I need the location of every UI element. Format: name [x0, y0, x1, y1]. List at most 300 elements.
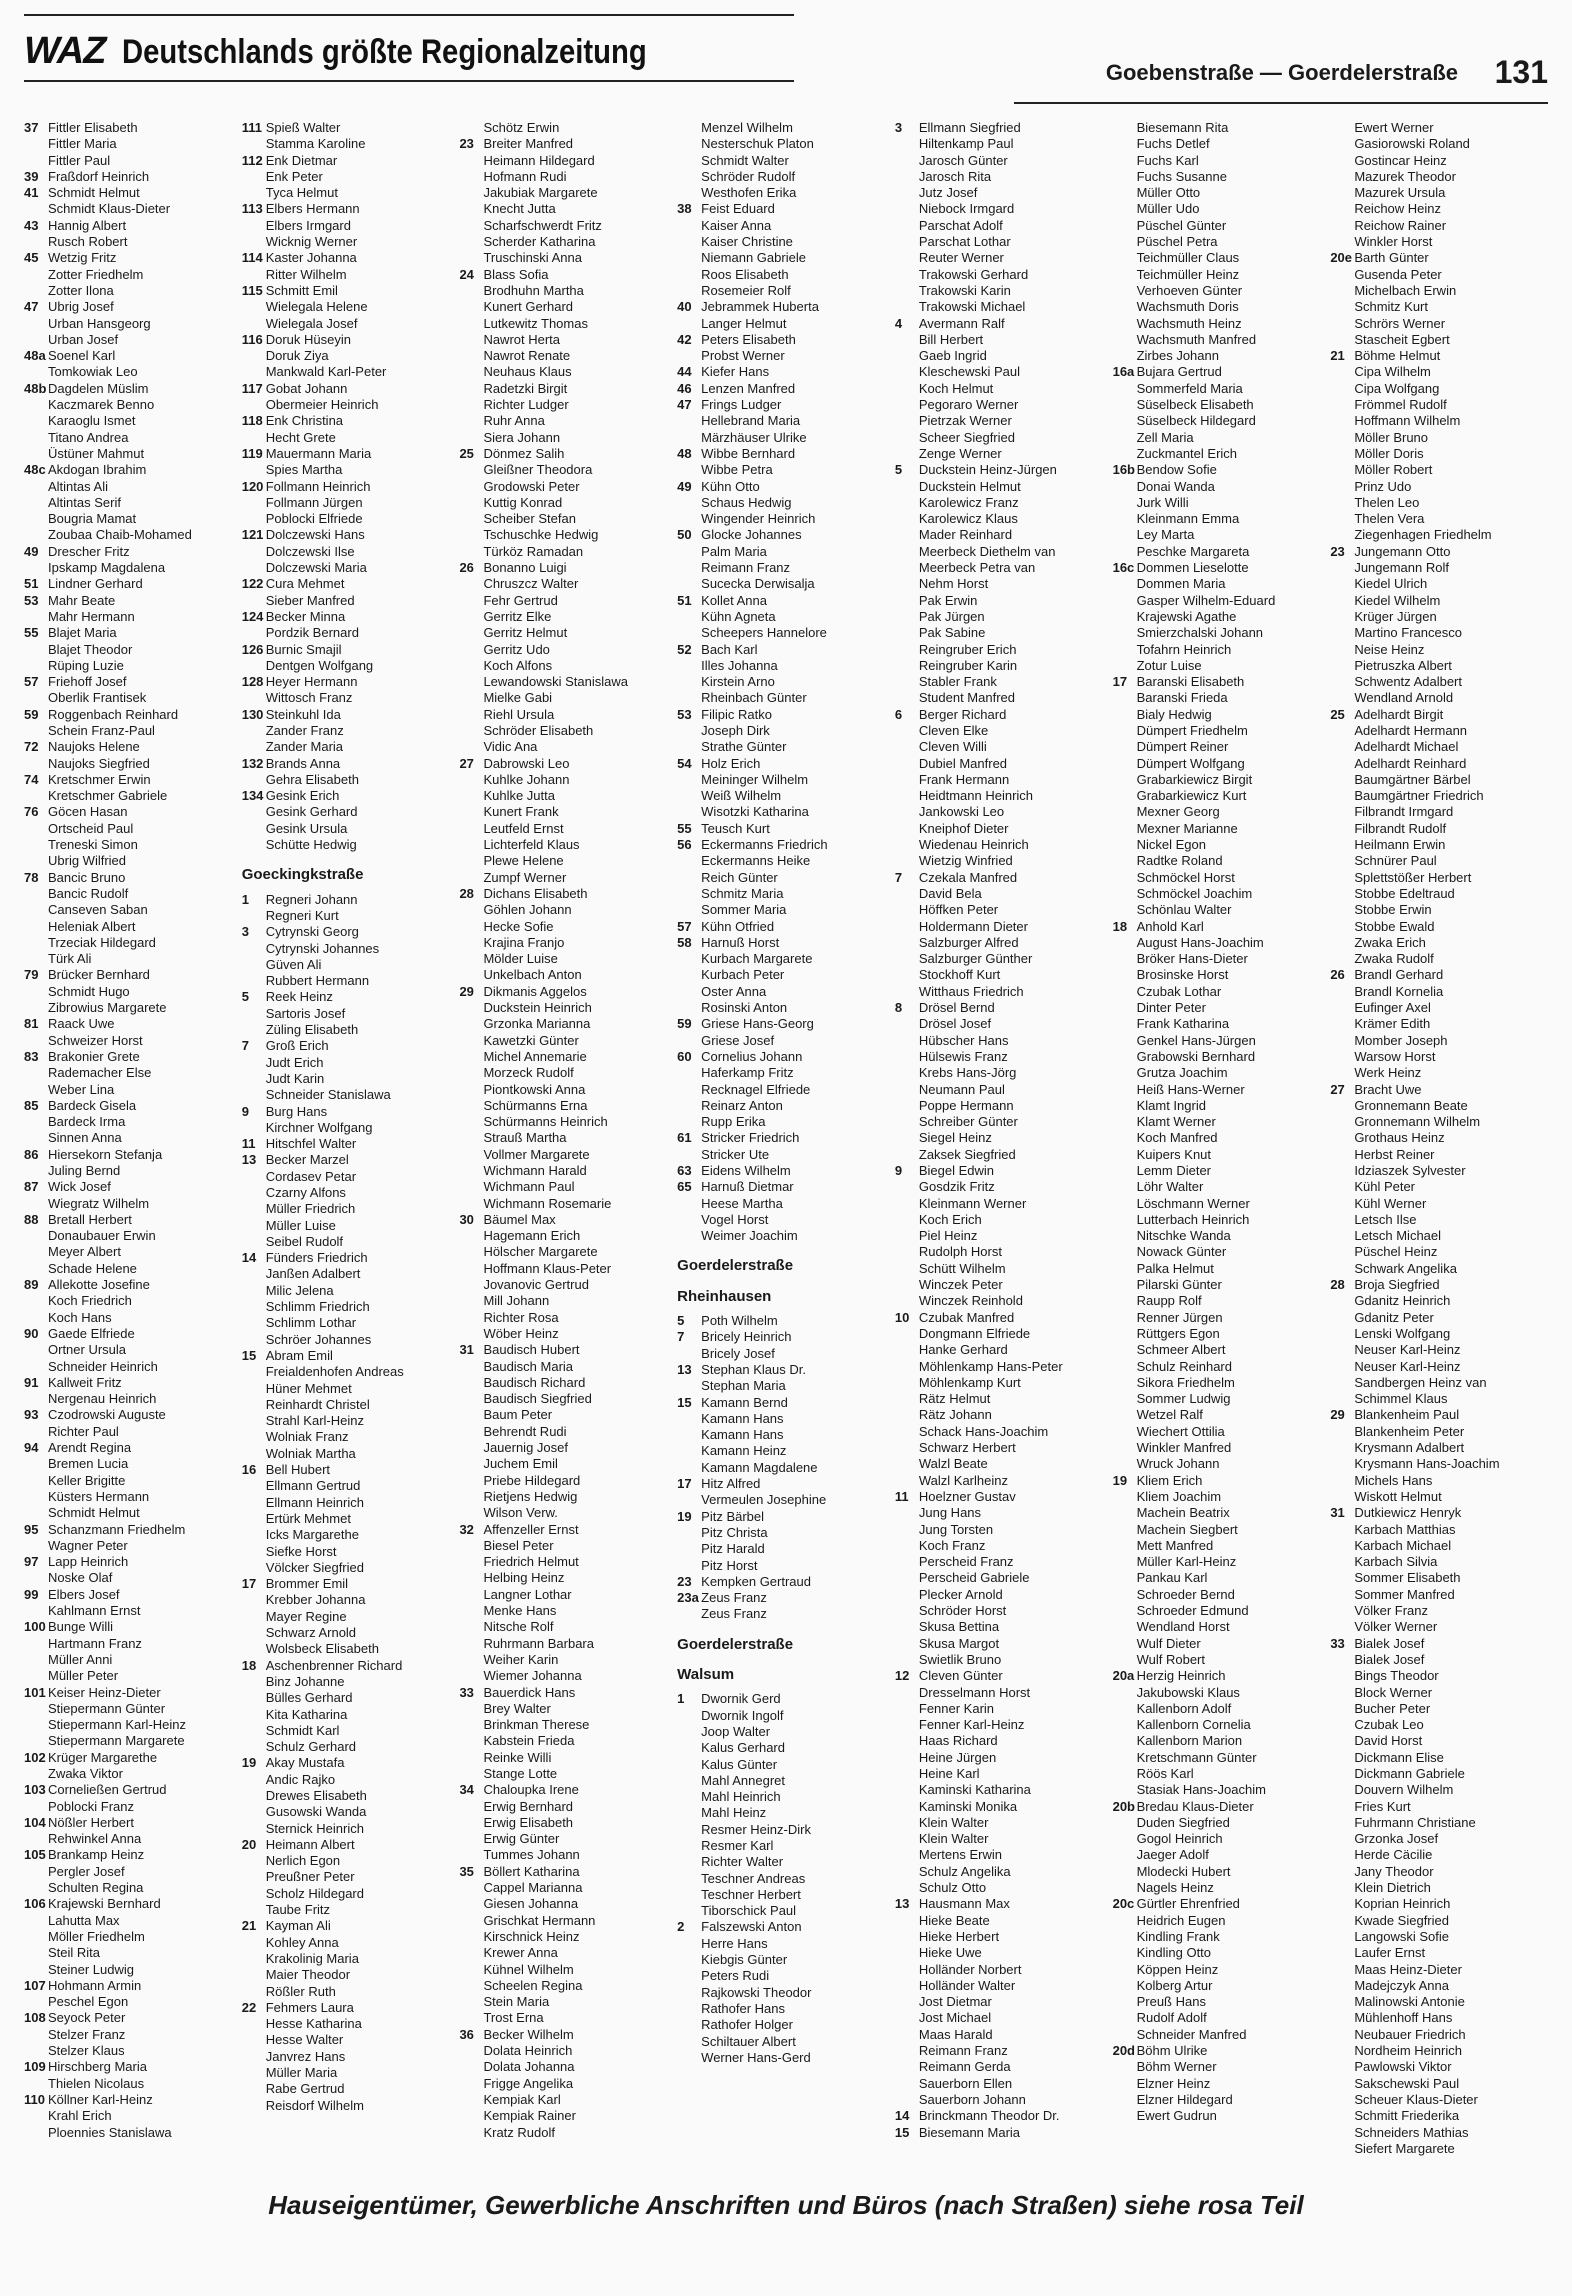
resident-entry: [242, 1853, 454, 1869]
waz-logo: WAZ: [24, 30, 106, 72]
resident-entry: [242, 1218, 454, 1234]
resident-name: Rosinski Anton: [701, 1000, 788, 1016]
resident-name: Biesemann Rita: [1136, 120, 1229, 135]
resident-entry: [677, 1574, 889, 1590]
resident-entry: [1113, 1717, 1325, 1733]
resident-name: Vidic Ana: [483, 739, 538, 755]
resident-name: Baumgärtner Friedrich: [1354, 788, 1484, 804]
resident-name: Rößler Ruth: [265, 1983, 336, 1999]
resident-name: Wick Josef: [48, 1179, 111, 1195]
resident-entry: [459, 299, 671, 315]
house-number: 9: [241, 1103, 249, 1119]
resident-entry: [242, 690, 454, 706]
resident-name: Swietlik Bruno: [918, 1651, 1002, 1667]
resident-entry: [1330, 1033, 1542, 1049]
resident-name: Stricker Ute: [701, 1146, 770, 1162]
resident-entry: [459, 462, 671, 478]
resident-name: Sucecka Derwisalja: [701, 576, 815, 592]
house-number: 20: [241, 1836, 257, 1852]
resident-name: Riehl Ursula: [483, 706, 555, 722]
resident-name: Trakowski Karin: [918, 282, 1011, 298]
resident-entry: [1113, 853, 1325, 869]
resident-name: Köllner Karl-Heinz: [48, 2091, 153, 2107]
resident-name: Gaeb Ingrid: [918, 348, 987, 364]
resident-entry: [677, 153, 889, 169]
house-number: 79: [24, 967, 39, 983]
resident-name: Hecke Sofie: [483, 918, 554, 934]
resident-entry: [1113, 1196, 1325, 1212]
resident-name: Truschinski Anna: [483, 250, 582, 266]
resident-entry: [895, 967, 1107, 983]
resident-entry: [242, 1104, 454, 1120]
resident-entry: [895, 2010, 1107, 2026]
house-number: 29: [459, 983, 474, 999]
resident-entry: [459, 1473, 671, 1489]
resident-name: Rehwinkel Anna: [48, 1831, 142, 1847]
resident-name: Holdermann Dieter: [918, 918, 1028, 934]
resident-entry: [1330, 332, 1542, 348]
resident-entry: [1113, 870, 1325, 886]
resident-name: Langer Helmut: [701, 315, 787, 331]
resident-name: Wendland Horst: [1136, 1619, 1230, 1635]
resident-name: Böllert Katharina: [483, 1863, 580, 1879]
resident-entry: [895, 1847, 1107, 1863]
resident-entry: [677, 723, 889, 739]
resident-entry: [1330, 1538, 1542, 1554]
resident-name: Dichans Elisabeth: [483, 885, 588, 901]
resident-entry: [24, 756, 236, 772]
resident-entry: [242, 1087, 454, 1103]
resident-entry: [242, 1495, 454, 1511]
resident-entry: [24, 576, 236, 592]
resident-name: Kallenborn Marion: [1136, 1733, 1243, 1749]
resident-name: Fuchs Karl: [1136, 152, 1199, 168]
resident-name: Krebs Hans-Jörg: [918, 1065, 1017, 1081]
resident-entry: [895, 169, 1107, 185]
resident-entry: [895, 267, 1107, 283]
resident-name: Aschenbrenner Richard: [265, 1657, 403, 1673]
resident-name: Mazurek Theodor: [1354, 168, 1456, 184]
house-number: 16a: [1112, 364, 1135, 380]
resident-entry: [1113, 1538, 1325, 1554]
resident-name: Dommen Lieselotte: [1136, 560, 1249, 576]
resident-entry: [1330, 1293, 1542, 1309]
resident-entry: [1330, 495, 1542, 511]
resident-entry: [242, 1429, 454, 1445]
resident-entry: [677, 772, 889, 788]
resident-name: Kalus Gerhard: [701, 1740, 785, 1756]
resident-name: Eidens Wilhelm: [701, 1163, 791, 1178]
resident-name: Raupp Rolf: [1136, 1293, 1202, 1309]
resident-entry: [677, 674, 889, 690]
resident-entry: [677, 1000, 889, 1016]
resident-name: Scheuer Klaus-Dieter: [1354, 2091, 1478, 2107]
house-number: 87: [24, 1179, 39, 1195]
resident-name: Holländer Walter: [918, 1977, 1016, 1993]
resident-name: Hagemann Erich: [483, 1228, 581, 1244]
resident-entry: [895, 1929, 1107, 1945]
resident-name: Richter Walter: [701, 1854, 784, 1870]
resident-entry: [1330, 1098, 1542, 1114]
resident-entry: [1330, 984, 1542, 1000]
resident-entry: [24, 1130, 236, 1146]
resident-name: Rupp Erika: [701, 1114, 766, 1130]
resident-entry: [459, 2125, 671, 2141]
resident-name: Nesterschuk Platon: [701, 136, 814, 152]
resident-name: Schmitt Friederika: [1354, 2108, 1460, 2124]
resident-entry: [24, 446, 236, 462]
resident-entry: [24, 1375, 236, 1391]
resident-entry: [677, 1460, 889, 1476]
resident-entry: [459, 430, 671, 446]
house-number: 88: [24, 1211, 39, 1227]
resident-name: Blankenheim Paul: [1354, 1407, 1460, 1423]
resident-entry: [1113, 234, 1325, 250]
resident-name: Schmidt Karl: [265, 1722, 340, 1738]
house-number: 27: [459, 755, 474, 771]
resident-entry: [24, 169, 236, 185]
resident-name: Oster Anna: [701, 983, 767, 999]
resident-entry: [1330, 364, 1542, 380]
resident-name: Thielen Nicolaus: [48, 2075, 145, 2091]
resident-entry: [895, 1701, 1107, 1717]
resident-entry: [24, 1668, 236, 1684]
resident-entry: [1113, 723, 1325, 739]
resident-name: Reek Heinz: [265, 989, 333, 1005]
resident-name: Stelzer Franz: [48, 2026, 126, 2042]
house-number: 65: [677, 1179, 692, 1195]
resident-entry: [1330, 120, 1542, 136]
resident-name: Mauermann Maria: [265, 445, 372, 461]
resident-entry: [895, 1212, 1107, 1228]
resident-name: Recknagel Elfriede: [701, 1081, 811, 1097]
resident-entry: [24, 1538, 236, 1554]
resident-entry: [1113, 609, 1325, 625]
resident-name: Wittosch Franz: [265, 690, 353, 706]
resident-name: Jauernig Josef: [483, 1440, 568, 1456]
resident-name: Gerritz Elke: [483, 608, 552, 624]
resident-entry: [24, 1799, 236, 1815]
resident-entry: [459, 527, 671, 543]
resident-entry: [895, 723, 1107, 739]
resident-name: Rubbert Hermann: [265, 973, 370, 989]
house-number: 109: [24, 2059, 46, 2075]
resident-entry: [242, 2065, 454, 2081]
resident-entry: [24, 1424, 236, 1440]
resident-name: Mertens Erwin: [918, 1847, 1002, 1863]
resident-name: Blajet Maria: [48, 625, 117, 641]
resident-name: Stiepermann Günter: [48, 1700, 166, 1716]
resident-entry: [24, 1929, 236, 1945]
resident-entry: [242, 1152, 454, 1168]
resident-entry: [242, 821, 454, 837]
house-number: 122: [241, 576, 264, 592]
resident-name: Karbach Michael: [1354, 1537, 1452, 1553]
resident-name: Stelzer Klaus: [48, 2043, 125, 2059]
resident-entry: [24, 527, 236, 543]
resident-name: Cappel Marianna: [483, 1880, 583, 1896]
resident-name: Seyock Peter: [48, 2010, 126, 2026]
resident-entry: [242, 267, 454, 283]
resident-entry: [242, 804, 454, 820]
directory-column: [895, 120, 1113, 2160]
resident-name: Andic Rajko: [265, 1771, 336, 1787]
resident-entry: [1330, 837, 1542, 853]
resident-name: Brinckmann Theodor Dr.: [918, 2108, 1060, 2124]
house-number: 5: [894, 462, 903, 478]
resident-name: Maier Theodor: [265, 1967, 351, 1983]
resident-name: Brankamp Heinz: [48, 1847, 145, 1863]
resident-name: Gosdzik Fritz: [918, 1179, 995, 1195]
resident-entry: [459, 1864, 671, 1880]
resident-entry: [242, 1951, 454, 1967]
resident-entry: [242, 892, 454, 908]
resident-name: Zotur Luise: [1136, 657, 1202, 673]
resident-entry: [459, 250, 671, 266]
house-number: 130: [241, 706, 264, 722]
resident-entry: [1113, 658, 1325, 674]
house-number: 103: [24, 1782, 46, 1798]
resident-name: Raack Uwe: [48, 1016, 115, 1032]
house-number: 28: [1330, 1277, 1345, 1293]
house-number: 32: [459, 1521, 474, 1537]
resident-entry: [459, 2059, 671, 2075]
resident-entry: [242, 348, 454, 364]
resident-entry: [677, 1492, 889, 1508]
resident-entry: [1330, 381, 1542, 397]
resident-name: Bings Theodor: [1354, 1668, 1439, 1684]
resident-entry: [459, 788, 671, 804]
resident-name: Ellmann Gertrud: [265, 1478, 361, 1494]
resident-entry: [1113, 1456, 1325, 1472]
resident-name: Splettstößer Herbert: [1354, 869, 1472, 885]
resident-entry: [242, 1364, 454, 1380]
resident-entry: [24, 739, 236, 755]
resident-name: Gerritz Helmut: [483, 625, 568, 641]
resident-name: Nordheim Heinrich: [1354, 2043, 1462, 2059]
resident-name: Bucher Peter: [1354, 1700, 1431, 1716]
resident-name: Brodhuhn Martha: [483, 282, 584, 298]
resident-entry: [1113, 1994, 1325, 2010]
resident-name: Regneri Johann: [265, 891, 358, 907]
resident-name: Kallenborn Adolf: [1136, 1700, 1232, 1716]
resident-entry: [1113, 1978, 1325, 1994]
resident-entry: [242, 1544, 454, 1560]
resident-entry: [677, 886, 889, 902]
resident-entry: [895, 1473, 1107, 1489]
house-number: 14: [241, 1250, 257, 1266]
resident-name: Michels Hans: [1354, 1472, 1433, 1488]
resident-entry: [24, 332, 236, 348]
resident-name: Cytrynski Johannes: [265, 940, 380, 956]
resident-entry: [1113, 1489, 1325, 1505]
resident-entry: [242, 1511, 454, 1527]
resident-entry: [459, 1147, 671, 1163]
resident-entry: [459, 348, 671, 364]
resident-name: Machein Beatrix: [1136, 1505, 1230, 1521]
resident-name: Bell Hubert: [265, 1462, 331, 1478]
resident-entry: [242, 1690, 454, 1706]
house-number: 134: [241, 788, 264, 804]
resident-name: Hanke Gerhard: [918, 1342, 1008, 1358]
resident-name: Baum Peter: [483, 1407, 553, 1423]
resident-entry: [1113, 1049, 1325, 1065]
resident-name: Pawlowski Viktor: [1354, 2059, 1452, 2075]
resident-entry: [24, 1359, 236, 1375]
resident-entry: [677, 593, 889, 609]
resident-name: Drösel Bernd: [918, 1000, 995, 1016]
resident-entry: [677, 364, 889, 380]
resident-name: Janvrez Hans: [265, 2048, 346, 2064]
resident-name: Brücker Bernhard: [48, 967, 150, 983]
resident-entry: [24, 951, 236, 967]
resident-name: Völcker Siegfried: [265, 1559, 364, 1575]
resident-entry: [895, 120, 1107, 136]
resident-entry: [1113, 902, 1325, 918]
house-number: 36: [459, 2026, 474, 2042]
resident-entry: [677, 1757, 889, 1773]
resident-entry: [242, 462, 454, 478]
resident-name: Wiechert Ottilia: [1136, 1423, 1225, 1439]
resident-name: Altintas Ali: [48, 478, 108, 494]
resident-entry: [895, 935, 1107, 951]
resident-entry: [677, 1919, 889, 1935]
house-number: 19: [241, 1755, 257, 1771]
resident-entry: [895, 1815, 1107, 1831]
street-heading: Walsum: [677, 1666, 735, 1684]
resident-name: Verhoeven Günter: [1136, 282, 1243, 298]
resident-entry: [459, 1000, 671, 1016]
resident-name: Jung Torsten: [918, 1521, 994, 1537]
resident-name: Momber Joseph: [1354, 1032, 1448, 1048]
house-number: 111: [241, 120, 262, 135]
resident-name: Jarosch Rita: [918, 168, 992, 184]
resident-name: Reinke Willi: [483, 1749, 552, 1765]
resident-entry: [1330, 348, 1542, 364]
resident-entry: [895, 1636, 1107, 1652]
house-number: 31: [1330, 1505, 1345, 1521]
resident-name: Krajewski Agathe: [1136, 608, 1237, 624]
resident-name: Kaminski Monika: [918, 1798, 1018, 1814]
house-number: 117: [241, 380, 263, 396]
resident-entry: [677, 1854, 889, 1870]
resident-entry: [459, 1082, 671, 1098]
resident-name: Siefert Margarete: [1354, 2140, 1455, 2156]
resident-entry: [895, 2125, 1107, 2141]
resident-name: Wetzel Ralf: [1136, 1407, 1203, 1423]
resident-entry: [895, 1913, 1107, 1929]
resident-entry: [1113, 218, 1325, 234]
resident-entry: [1113, 625, 1325, 641]
resident-name: Reingruber Erich: [918, 641, 1017, 657]
resident-name: Mahr Beate: [48, 592, 116, 608]
resident-entry: [895, 1293, 1107, 1309]
resident-entry: [24, 625, 236, 641]
resident-entry: [677, 2034, 889, 2050]
resident-entry: [1113, 267, 1325, 283]
resident-entry: [895, 1505, 1107, 1521]
resident-entry: [895, 853, 1107, 869]
resident-name: Neuser Karl-Heinz: [1354, 1342, 1461, 1358]
resident-entry: [24, 593, 236, 609]
resident-entry: [677, 462, 889, 478]
resident-entry: [1330, 185, 1542, 201]
resident-name: Menzel Wilhelm: [701, 120, 793, 135]
resident-name: Stockhoff Kurt: [918, 967, 1001, 983]
resident-name: Grischkat Hermann: [483, 1912, 596, 1928]
resident-name: Kühnel Wilhelm: [483, 1961, 574, 1977]
resident-name: Steil Rita: [48, 1945, 101, 1961]
resident-name: Rathofer Hans: [701, 2000, 785, 2016]
resident-name: Wichmann Paul: [483, 1179, 575, 1195]
resident-name: Schroeder Bernd: [1136, 1586, 1235, 1602]
resident-name: Duden Siegfried: [1136, 1814, 1230, 1830]
resident-entry: [1113, 837, 1325, 853]
resident-name: Fuhrmann Christiane: [1354, 1814, 1476, 1830]
resident-entry: [24, 1831, 236, 1847]
resident-name: Schaus Hedwig: [701, 494, 792, 510]
resident-entry: [1330, 951, 1542, 967]
resident-name: Czarny Alfons: [265, 1185, 346, 1200]
house-number: 61: [677, 1130, 692, 1146]
resident-entry: [1113, 1326, 1325, 1342]
house-number: 19: [677, 1508, 692, 1524]
resident-name: Radtke Roland: [1136, 853, 1223, 869]
resident-name: Pitz Harald: [701, 1541, 765, 1557]
resident-entry: [1113, 2108, 1325, 2124]
resident-entry: [24, 2059, 236, 2075]
resident-name: Stricker Friedrich: [701, 1130, 800, 1146]
resident-name: Türköz Ramadan: [483, 543, 584, 559]
resident-name: Mahr Hermann: [48, 608, 135, 624]
masthead: [24, 30, 732, 73]
resident-name: Blass Sofia: [483, 266, 549, 282]
street-heading: Goeckingkstraße: [241, 866, 364, 884]
house-number: 10: [894, 1309, 910, 1325]
resident-name: Wichmann Rosemarie: [483, 1195, 612, 1211]
resident-name: Dolczewski Hans: [265, 527, 365, 543]
resident-entry: [24, 1864, 236, 1880]
resident-name: Reich Günter: [701, 869, 778, 885]
resident-entry: [242, 1478, 454, 1494]
resident-name: Niebock Irmgard: [918, 201, 1015, 217]
resident-entry: [242, 169, 454, 185]
resident-name: Köppen Heinz: [1136, 1961, 1219, 1977]
resident-entry: [677, 1163, 889, 1179]
resident-name: Dümpert Reiner: [1136, 739, 1229, 755]
resident-name: Hannig Albert: [48, 217, 127, 233]
resident-entry: [895, 1228, 1107, 1244]
house-number: 13: [241, 1152, 257, 1168]
resident-entry: [24, 1277, 236, 1293]
resident-entry: [24, 1310, 236, 1326]
resident-entry: [459, 2027, 671, 2043]
resident-entry: [242, 788, 454, 804]
resident-entry: [242, 941, 454, 957]
resident-entry: [677, 951, 889, 967]
resident-name: Brinkman Therese: [483, 1717, 590, 1733]
resident-name: Gasiorowski Roland: [1354, 136, 1470, 152]
resident-entry: [1330, 1375, 1542, 1391]
resident-name: Trost Erna: [483, 2010, 544, 2026]
house-number: 23: [1330, 543, 1345, 559]
resident-name: Schack Hans-Joachim: [918, 1423, 1049, 1439]
resident-name: Pegoraro Werner: [918, 397, 1019, 413]
resident-name: Krysmann Adalbert: [1354, 1440, 1465, 1456]
resident-entry: [895, 1326, 1107, 1342]
house-number: 26: [459, 560, 474, 576]
resident-name: Koch Alfons: [483, 657, 553, 673]
